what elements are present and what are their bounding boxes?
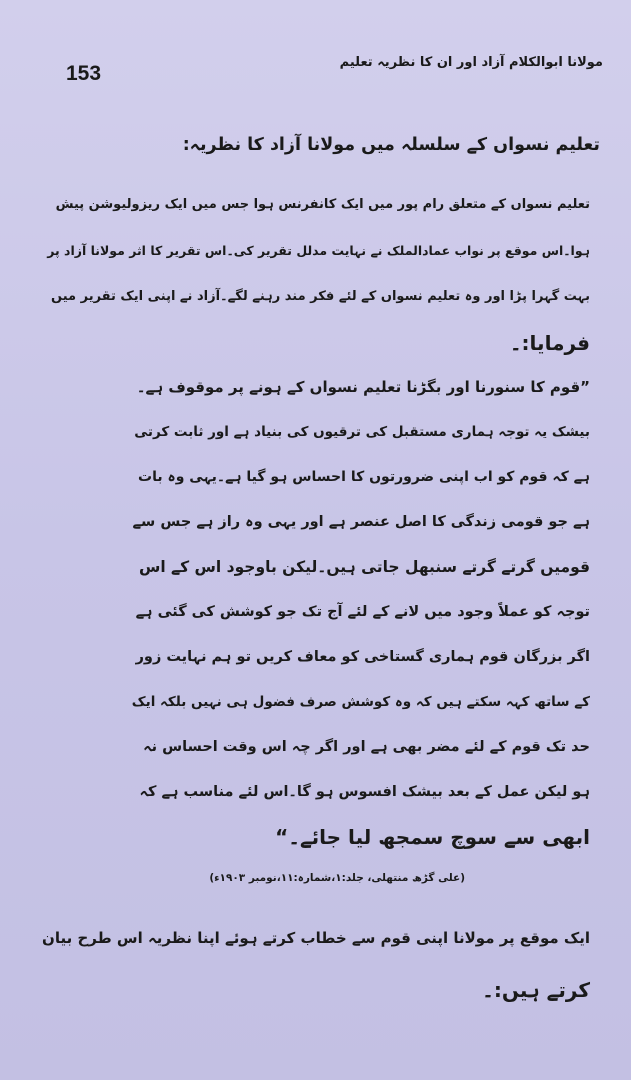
quote-line: کے ساتھ کہہ سکتے ہیں کہ وہ کوشش صرف فضول ہی نہیں بلکہ ایک [131, 694, 590, 710]
section-heading: تعلیم نسواں کے سلسلہ میں مولانا آزاد کا نظریہ: [182, 135, 600, 155]
intro-line: فرمایا:۔ [509, 331, 590, 355]
closing-paragraph [40, 912, 590, 1016]
closing-line: ایک موقع پر مولانا اپنی قوم سے خطاب کرتے ہوئے اپنا نظریہ اس طرح بیان [42, 929, 590, 947]
closing-line: کرتے ہیں:۔ [482, 978, 590, 1002]
quote-line: توجہ کو عملاً وجود میں لانے کے لئے آج تک جو کوشش کی گئی ہے [135, 604, 590, 620]
page-number: 153 [66, 62, 102, 85]
running-header-title: مولانا ابوالکلام آزاد اور ان کا نظریہ تعلیم [339, 55, 603, 70]
quote-line: ”قوم کا سنورنا اور بگڑنا تعلیم نسواں کے ہونے پر موقوف ہے۔ [136, 378, 590, 396]
intro-line: تعلیم نسواں کے متعلق رام پور میں ایک کانفرنس ہوا جس میں ایک ریزولیوشن پیش [55, 197, 590, 212]
block-quote [130, 365, 590, 860]
quote-line: بیشک یہ توجہ ہماری مستقبل کی ترقیوں کی بنیاد ہے اور ثابت کرتی [134, 424, 590, 440]
quote-citation: (علی گڑھ منتھلی، جلد:۱،شمارہ:۱۱،نومبر ۱۹۰۳ء) [209, 872, 465, 884]
intro-paragraph [40, 182, 590, 366]
intro-line: بہت گہرا پڑا اور وہ تعلیم نسواں کے لئے فکر مند رہنے لگے۔آزاد نے اپنی ایک تقریر میں [51, 289, 590, 304]
quote-line: اگر بزرگان قوم ہماری گستاخی کو معاف کریں تو ہم نہایت زور [135, 649, 590, 665]
quote-line: ہو لیکن عمل کے بعد بیشک افسوس ہو گا۔اس لئے مناسب ہے کہ [139, 784, 590, 800]
quote-line: حد تک قوم کے لئے مضر بھی ہے اور اگر چہ اس وقت احساس نہ [143, 739, 590, 755]
quote-line: قومیں گرتے گرتے سنبھل جاتی ہیں۔لیکن باوجود اس کے اس [138, 558, 590, 576]
intro-line: ہوا۔اس موقع پر نواب عمادالملک نے نہایت مدلل تقریر کی۔اس تقریر کا اثر مولانا آزاد پر [47, 243, 590, 258]
quote-line: ہے جو قومی زندگی کا اصل عنصر ہے اور یہی وہ راز ہے جس سے [132, 514, 590, 530]
quote-line: ہے کہ قوم کو اب اپنی ضرورتوں کا احساس ہو گیا ہے۔یہی وہ بات [138, 469, 590, 485]
quote-line: ابھی سے سوچ سمجھ لیا جائے۔“ [275, 825, 590, 849]
